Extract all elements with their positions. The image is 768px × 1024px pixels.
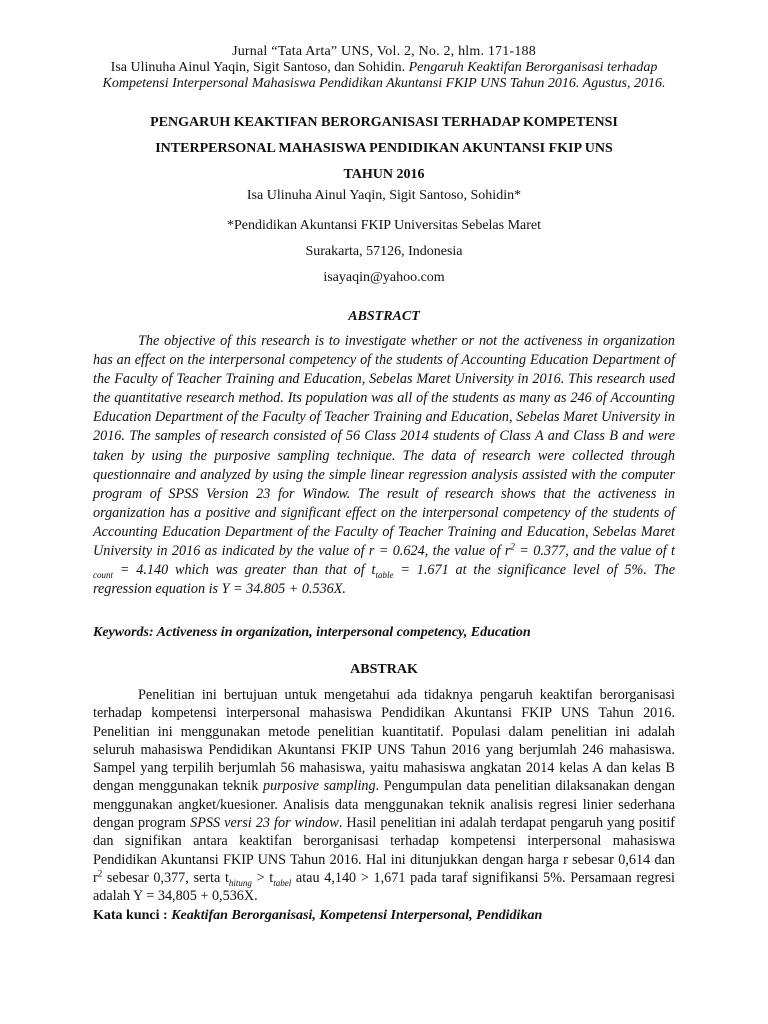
title-line-1: PENGARUH KEAKTIFAN BERORGANISASI TERHADAP KOMPETENSI [150,115,618,130]
abstract-en-sub-table: table [375,569,394,580]
journal-header: Jurnal “Tata Arta” UNS, Vol. 2, No. 2, hlm. 171-188 [232,44,536,59]
keywords-english: Keywords: Activeness in organization, interpersonal competency, Education [93,625,531,640]
abstract-en-text-b: = 0.377, and the value of t [514,543,676,560]
abstract-en-sub-count: count [93,569,113,580]
abstract-en-text-d: = 1.671 at the significance level of 5%. The regression equation is Y = 34.805 + 0.536X. [93,562,675,598]
abstrak-text-a: Penelitian ini bertujuan untuk mengetahui ada tidaknya pengaruh keaktifan berorganisasi terhadap kompetensi interpersonal mahasiswa Pendidikan Akuntansi FKIP UNS Tahun 2016. Penelitian ini menggunakan metode penelitian kuantitatif. Populasi dalam penelitian ini adalah seluruh mahasiswa Pendidikan Akuntansi FKIP UNS Tahun 2016 yang berjumlah 246 mahasiswa. Sampel yang terpilih berjumlah 56 mahasiswa, yaitu mahasiswa angkatan 2014 kelas A dan kelas B dengan menggunakan teknik [93,687,675,795]
author-email: isayaqin@yahoo.com [323,270,445,285]
abstrak-text-d: sebesar 0,377, serta t [102,869,229,886]
abstrak-text-e: > t [251,869,274,886]
abstrak-sub-hitung: hitung [228,877,252,888]
abstrak-heading: ABSTRAK [350,662,418,677]
author-affiliation: *Pendidikan Akuntansi FKIP Universitas Sebelas Maret [226,218,542,233]
citation-title: Pengaruh Keaktifan Berorganisasi terhadap Kompetensi Interpersonal Mahasiswa Pendidikan Akuntansi FKIP UNS Tahun 2016. Agustus, 2016. [102,60,666,91]
abstrak-text-b: . Pengumpulan data penelitian dilaksanakan dengan menggunakan angket/kuesioner. Analisis data menggunakan teknik analisis regresi linier sederhana dengan program [93,778,676,832]
paper-title [95,110,673,188]
abstrak-sub-tabel: tabel [273,877,292,888]
keywords-id-text: Keaktifan Berorganisasi, Kompetensi Interpersonal, Pendidikan [171,908,543,923]
abstract-heading: ABSTRACT [348,309,420,324]
abstrak-text-f: atau 4,140 > 1,671 pada taraf signifikansi 5%. Persamaan regresi adalah Y = 34,805 + 0,536X. [93,869,675,905]
abstract-en-text-a: The objective of this research is to investigate whether or not the activeness in organization has an effect on the interpersonal competency of the students of Accounting Education Department of the Faculty of Teacher Training and Education, Sebelas Maret University in 2016. This research used the quantitative research method. Its population was all of the students as many as 246 of Accounting Education Department of the Faculty of Teacher Training and Education, Sebelas Maret University in 2016. The samples of research consisted of 56 Class 2014 students of Class A and Class B and were taken by using the purposive sampling technique. The data of research were collected through questionnaire and analyzed by using the simple linear regression analysis assisted with the computer program of SPSS Version 23 for Window. The result of research shows that the activeness in organization has a positive and significant effect on the interpersonal competency of the students of Accounting Education Department of the Faculty of Teacher Training and Education, Sebelas Maret University in 2016 as indicated by the value of r = 0.624, the value of r [93,333,675,560]
abstract-en-text-c: = 4.140 which was greater than that of t [113,562,376,579]
abstrak-sup: 2 [97,868,103,879]
title-line-2: INTERPERSONAL MAHASISWA PENDIDIKAN AKUNTANSI FKIP UNS [155,141,613,156]
citation-line [92,60,676,92]
author-names: Isa Ulinuha Ainul Yaqin, Sigit Santoso, Sohidin* [246,188,522,203]
keywords-id-label: Kata kunci : [93,908,172,923]
abstrak-italic-ps: purposive sampling [262,778,376,795]
abstrak-text-c: . Hasil penelitian ini adalah terdapat pengaruh yang positif dan signifikan antara keaktifan berorganisasi terhadap kompetensi interpersonal mahasiswa Pendidikan Akuntansi FKIP UNS Tahun 2016. Hal ini ditunjukkan dengan harga r sebesar 0,614 dan r [93,815,676,886]
abstract-en-sup: 2 [510,541,515,552]
abstrak-italic-spss: SPSS versi 23 for window [190,815,339,832]
author-city: Surakarta, 57126, Indonesia [305,244,463,259]
abstract-indonesian [93,686,675,906]
title-line-3: TAHUN 2016 [343,167,425,182]
abstract-english [93,332,675,599]
keywords-indonesian [93,907,675,925]
citation-authors: Isa Ulinuha Ainul Yaqin, Sigit Santoso, dan Sohidin. [110,60,406,75]
